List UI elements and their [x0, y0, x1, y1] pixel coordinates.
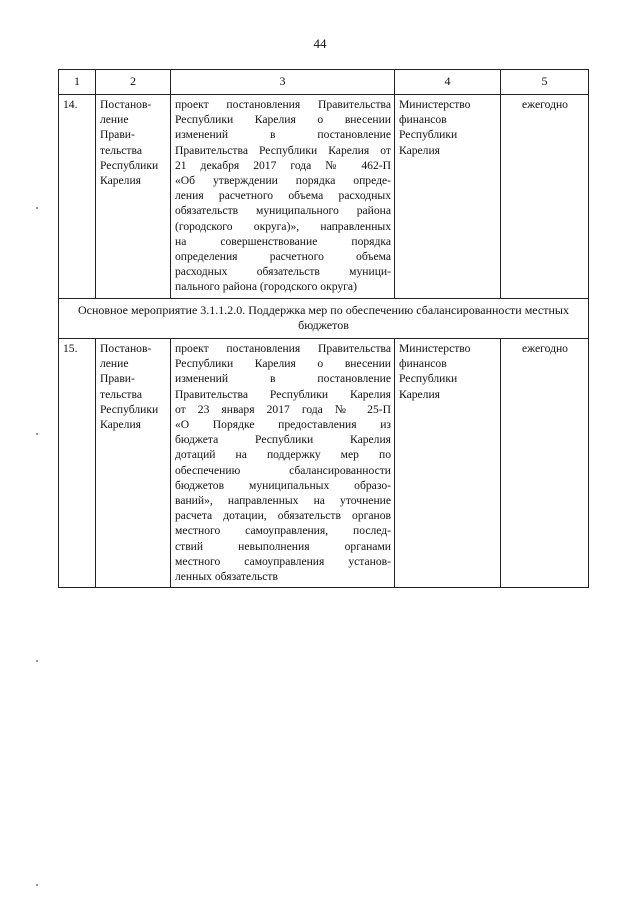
header-cell-3: 3	[171, 70, 395, 95]
header-cell-5: 5	[501, 70, 589, 95]
description-line: изменений в постановление	[175, 372, 391, 386]
description-line: ваний», направленных на уточнение	[175, 494, 391, 508]
description-line: дотаций на поддержку мер по	[175, 448, 391, 462]
description-line: ления расчетного объема расходных	[175, 189, 391, 203]
row-number: 15.	[59, 339, 96, 588]
header-cell-4: 4	[395, 70, 501, 95]
description-line: проект постановления Правительства	[175, 342, 391, 356]
description-line: местного самоуправления, послед-	[175, 524, 391, 538]
description-line: от 23 января 2017 года № 25-П	[175, 402, 391, 416]
row-number: 14.	[59, 95, 96, 299]
description-line: обязательств муниципального района	[175, 204, 391, 218]
measures-table	[58, 69, 589, 588]
description-line: Правительства Республики Карелия от	[175, 143, 391, 157]
description-line: изменений в постановление	[175, 128, 391, 142]
scan-speck	[36, 660, 38, 662]
description-line: на совершенствование порядка	[175, 234, 391, 248]
description-line: ленных обязательств	[175, 570, 278, 584]
description-line: пального района (городского округа)	[175, 280, 357, 294]
description-line: Республики Карелия о внесении	[175, 113, 391, 127]
header-cell-2: 2	[96, 70, 171, 95]
description-line: (городского округа)», направленных	[175, 219, 391, 233]
header-cell-1: 1	[59, 70, 96, 95]
document-type: Постанов- ление Прави- тельства Республики Карелия	[96, 95, 171, 299]
description-line: расходных обязательств муници-	[175, 265, 391, 279]
description-line: обеспечению сбалансированности	[175, 463, 391, 477]
table-row	[59, 95, 589, 299]
description-line: бюджета Республики Карелия	[175, 433, 391, 447]
scan-speck	[36, 207, 38, 209]
scan-speck	[36, 433, 38, 435]
document-type: Постанов- ление Прави- тельства Республики Карелия	[96, 339, 171, 588]
description-line: определения расчетного объема	[175, 250, 391, 264]
document-description	[171, 95, 395, 299]
description-line: «Об утверждении порядка опреде-	[175, 174, 391, 188]
period: ежегодно	[501, 339, 589, 588]
document-description	[171, 339, 395, 588]
scan-speck	[36, 884, 38, 886]
responsible-body: Министерство финансов Республики Карелия	[395, 95, 501, 299]
description-line: расчета дотации, обязательств органов	[175, 509, 391, 523]
page-number: 44	[313, 36, 327, 51]
description-line: местного самоуправления установ-	[175, 554, 391, 568]
period: ежегодно	[501, 95, 589, 299]
description-line: Республики Карелия о внесении	[175, 357, 391, 371]
description-line: «О Порядке предоставления из	[175, 418, 391, 432]
description-line: бюджетов муниципальных образо-	[175, 478, 391, 492]
section-heading: Основное мероприятие 3.1.1.2.0. Поддержка мер по обеспечению сбалансированности местных бюджетов	[59, 298, 589, 338]
description-line: проект постановления Правительства	[175, 98, 391, 111]
table-row	[59, 339, 589, 588]
section-heading-row	[59, 298, 589, 338]
description-line: 21 декабря 2017 года № 462-П	[175, 158, 391, 172]
table-header-row	[59, 70, 589, 95]
description-line: Правительства Республики Карелия	[175, 387, 391, 401]
responsible-body: Министерство финансов Республики Карелия	[395, 339, 501, 588]
description-line: ствий невыполнения органами	[175, 539, 391, 553]
